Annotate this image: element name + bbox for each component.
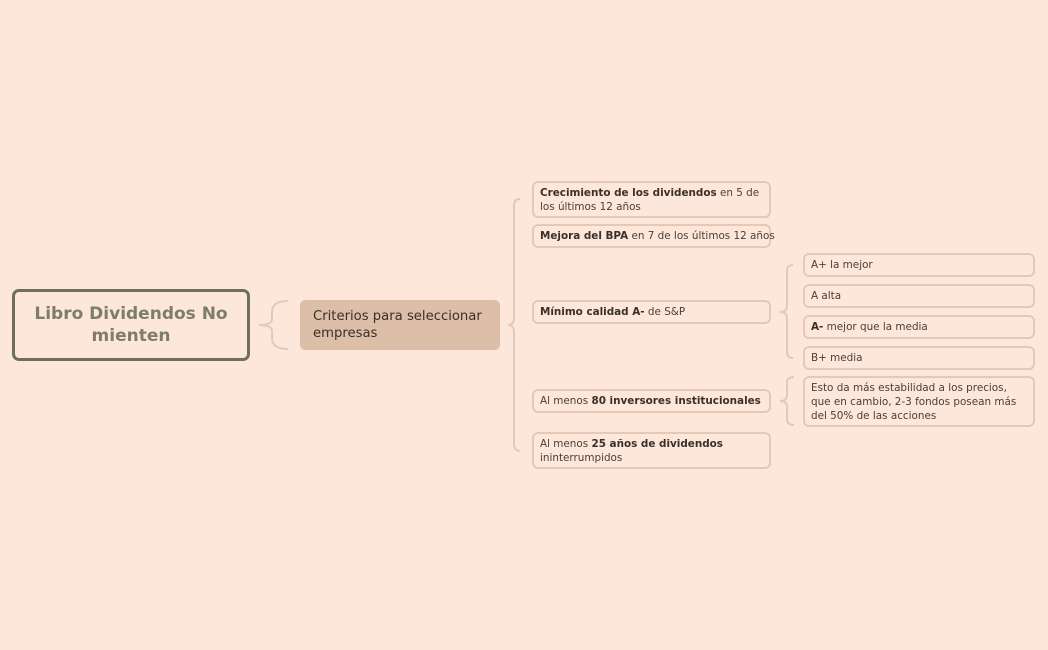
grade-a-minus[interactable] (803, 315, 1035, 339)
criterion-rest-text: de S&P (644, 306, 686, 318)
criterion-inversores-institucionales[interactable] (532, 389, 771, 413)
grade-label: A+ la mejor (811, 259, 873, 271)
grade-b-plus[interactable] (803, 346, 1035, 370)
grade-label: B+ media (811, 352, 863, 364)
note-text: Esto da más estabilidad a los precios, que en cambio, 2-3 fondos posean más del 50% de las acciones (811, 381, 1017, 422)
criterion-25-anos-dividendos[interactable] (532, 432, 771, 469)
grade-rest-text: mejor que la media (823, 321, 928, 333)
grade-label (811, 320, 928, 334)
grade-bold-text: A- (811, 321, 824, 333)
criterion-pre-text: Al menos (540, 437, 592, 450)
grade-a[interactable] (803, 284, 1035, 308)
root-topic[interactable] (12, 289, 250, 361)
criterion-pre-text: Al menos (540, 395, 592, 407)
criterion-rest-text: ininterrumpidos (540, 451, 623, 464)
main-to-criteria-bracket (508, 199, 520, 451)
main-topic[interactable] (300, 300, 500, 350)
criterion-bold-text: 25 años de dividendos (591, 437, 723, 450)
criterion-minimo-calidad[interactable] (532, 300, 771, 324)
calidad-to-grades-bracket (780, 265, 793, 358)
inversores-to-note-bracket (780, 377, 794, 425)
criterion-label (540, 394, 761, 408)
criterion-rest-text: en 7 de los últimos 12 años (628, 230, 775, 242)
criterion-bold-text: Crecimiento de los dividendos (540, 186, 717, 199)
inversores-note[interactable] (803, 376, 1035, 427)
criterion-bold-text: Mínimo calidad A- (540, 306, 645, 318)
main-topic-label: Criterios para seleccionar empresas (313, 309, 482, 341)
criterion-bold-text: 80 inversores institucionales (591, 395, 761, 407)
criterion-mejora-bpa[interactable] (532, 224, 775, 248)
criterion-bold-text: Mejora del BPA (540, 230, 629, 242)
criterion-rest-text: en 5 de los últimos 12 años (540, 186, 760, 213)
criterion-label (540, 186, 763, 214)
criterion-crecimiento-dividendos[interactable] (532, 181, 771, 218)
criterion-label (540, 305, 685, 319)
root-to-main-bracket (259, 301, 288, 349)
grade-label: A alta (811, 290, 842, 302)
criterion-label (540, 437, 723, 465)
grade-a-plus[interactable] (803, 253, 1035, 277)
root-topic-label: Libro Dividendos No mienten (34, 304, 228, 346)
criterion-label (540, 229, 775, 243)
